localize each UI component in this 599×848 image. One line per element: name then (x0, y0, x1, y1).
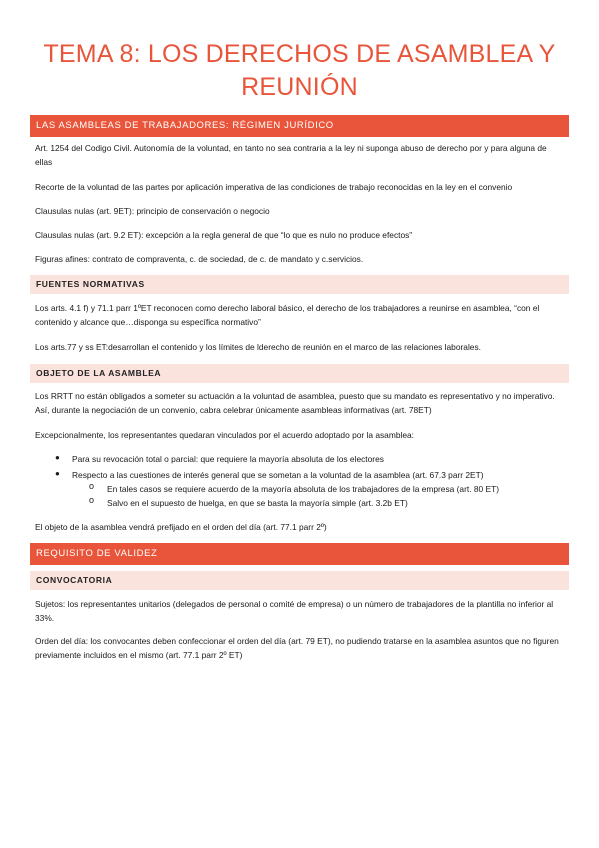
paragraph-orden-del-dia: Orden del día: los convocantes deben confeccionar el orden del día (art. 79 ET), no pudiendo tratarse en la asamblea asuntos que no figuren previamente incluidos en el mismo (art. 77.1 parr 2º ET) (35, 636, 559, 660)
sub-bullet-huelga: Salvo en el supuesto de huelga, en que se basta la mayoría simple (art. 3.2b ET) (107, 498, 408, 508)
paragraph-figuras-afines: Figuras afines: contrato de compraventa, c. de sociedad, de c. de mandato y c.servicios. (35, 254, 364, 264)
bullet-interes-general: Respecto a las cuestiones de interés general que se sometan a la voluntad de la asamblea (art. 67.3 parr 2ET) (72, 470, 484, 480)
paragraph-clausulas-nulas-9: Clausulas nulas (art. 9ET): principio de conservación o negocio (35, 206, 270, 216)
section-header-fuentes: FUENTES NORMATIVAS (30, 275, 569, 294)
paragraph-rrtt: Los RRTT no están obligados a someter su actuación a la voluntad de asamblea, puesto que su mandato es representativo y no imperativo. Así, durante la negociación de un convenio, cabra celebrar únicamente asambleas informativas (art. 78ET) (35, 391, 555, 415)
section-header-objeto: OBJETO DE LA ASAMBLEA (30, 364, 569, 383)
section-header-asambleas: LAS ASAMBLEAS DE TRABAJADORES: RÉGIMEN JURÍDICO (30, 115, 569, 137)
paragraph-sujetos: Sujetos: los representantes unitarios (delegados de personal o comité de empresa) o un número de trabajadores de la plantilla no inferior al 33%. (35, 599, 554, 623)
bullet-marker: ● (55, 469, 60, 478)
page-title: TEMA 8: LOS DERECHOS DE ASAMBLEA Y REUNIÓN (43, 40, 556, 101)
paragraph-recorte: Recorte de la voluntad de las partes por aplicación imperativa de las condiciones de trabajo reconocidas en la ley en el convenio (35, 182, 513, 192)
paragraph-excepcionalmente: Excepcionalmente, los representantes quedaran vinculados por el acuerdo adoptado por la asamblea: (35, 430, 414, 440)
section-header-requisito: REQUISITO DE VALIDEZ (30, 543, 569, 565)
paragraph-objeto-orden-dia: El objeto de la asamblea vendrá prefijado en el orden del día (art. 77.1 parr 2º) (35, 522, 327, 532)
bullet-revocacion: Para su revocación total o parcial: que requiere la mayoría absoluta de los electores (72, 454, 384, 464)
paragraph-arts-4-71: Los arts. 4.1 f) y 71.1 parr 1ºET reconocen como derecho laboral básico, el derecho de los trabajadores a reunirse en asamblea, “con el contenido y alcance que…disponga su específica normativo” (35, 303, 540, 327)
sub-bullet-mayoria-absoluta: En tales casos se requiere acuerdo de la mayoría absoluta de los trabajadores de la empresa (art. 80 ET) (107, 484, 499, 494)
paragraph-arts-77: Los arts.77 y ss ET:desarrollan el contenido y los límites de lderecho de reunión en el marco de las relaciones laborales. (35, 342, 481, 352)
paragraph-art-1254: Art. 1254 del Codigo Civil. Autonomía de la voluntad, en tanto no sea contraria a la ley ni suponga abuso de derecho por y para alguna de ellas (35, 143, 547, 167)
paragraph-clausulas-nulas-92: Clausulas nulas (art. 9.2 ET): excepción a la regla general de que “lo que es nulo no produce efectos” (35, 230, 413, 240)
sub-bullet-marker: o (89, 495, 95, 505)
section-header-convocatoria: CONVOCATORIA (30, 571, 569, 590)
bullet-marker: ● (55, 453, 60, 462)
sub-bullet-marker: o (89, 481, 95, 491)
